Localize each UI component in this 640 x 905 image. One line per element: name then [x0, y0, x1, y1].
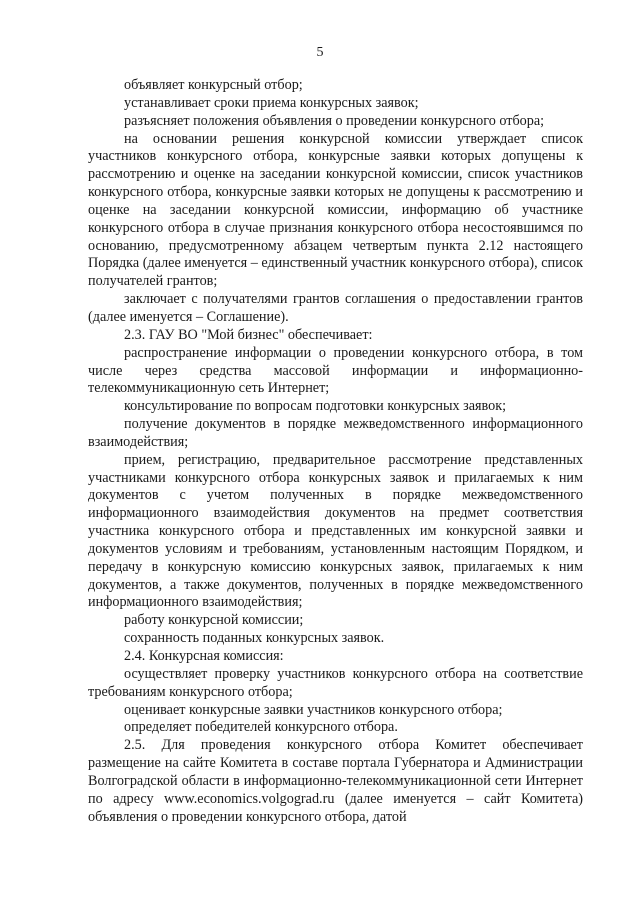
- paragraph: устанавливает сроки приема конкурсных заявок;: [124, 94, 419, 111]
- page-number: 5: [316, 45, 324, 60]
- paragraph: получение документов в порядке межведомственного информационного взаимодействия;: [88, 416, 583, 450]
- paragraph: сохранность поданных конкурсных заявок.: [124, 630, 385, 647]
- paragraph: оценивает конкурсные заявки участников конкурсного отбора;: [124, 701, 503, 718]
- paragraph: заключает с получателями грантов соглашения о предоставлении грантов (далее именуется – Соглашение).: [88, 291, 583, 325]
- paragraph: на основании решения конкурсной комиссии утверждает список участников конкурсного отбора, конкурсные заявки которых допущены к рассмотрению и оценке на заседании конкурсной комиссии, список участников конкурсного отбора, конкурсные заявки которых не допущены к рассмотрению и оценке на заседании конкурсной комиссии, информацию об участнике конкурсного отбора в случае признания конкурсного отбора несостоявшимся по основанию, предусмотренному абзацем четвертым пункта 2.12 настоящего Порядка (далее именуется – единственный участник конкурсного отбора), список получателей грантов;: [88, 130, 583, 290]
- paragraph: распространение информации о проведении конкурсного отбора, в том числе через средства массовой информации и информационно-телекоммуникационную сеть Интернет;: [88, 344, 583, 397]
- paragraph: разъясняет положения объявления о проведении конкурсного отбора;: [124, 112, 545, 129]
- paragraph: 2.5. Для проведения конкурсного отбора Комитет обеспечивает размещение на сайте Комитета в составе портала Губернатора и Администрации Волгоградской области в информационно-телекоммуникационной сети Интернет по адресу www.economics.volgograd.ru (далее именуется – сайт Комитета) объявления о проведении конкурсного отбора, датой: [88, 737, 583, 825]
- paragraph: определяет победителей конкурсного отбора.: [124, 719, 398, 736]
- paragraph: осуществляет проверку участников конкурсного отбора на соответствие требованиям конкурсного отбора;: [88, 665, 583, 700]
- paragraph: прием, регистрацию, предварительное рассмотрение представленных участниками конкурсного отбора конкурсных заявок и прилагаемых к ним документов с учетом полученных в порядке межведомственного информационного взаимодействия документов на предмет соответствия участника конкурсного отбора и представленных им конкурсной заявки и документов условиям и требованиям, установленным настоящим Порядком, и передачу в конкурсную комиссию конкурсных заявок, прилагаемых к ним документов, а также документов, полученных в порядке межведомственного информационного взаимодействия;: [88, 451, 583, 611]
- section-heading: 2.3. ГАУ ВО "Мой бизнес" обеспечивает:: [124, 326, 373, 343]
- document-body: [88, 77, 583, 826]
- paragraph: работу конкурсной комиссии;: [124, 612, 304, 629]
- paragraph: объявляет конкурсный отбор;: [124, 77, 303, 93]
- section-heading: 2.4. Конкурсная комиссия:: [124, 648, 284, 664]
- paragraph: консультирование по вопросам подготовки конкурсных заявок;: [124, 398, 507, 415]
